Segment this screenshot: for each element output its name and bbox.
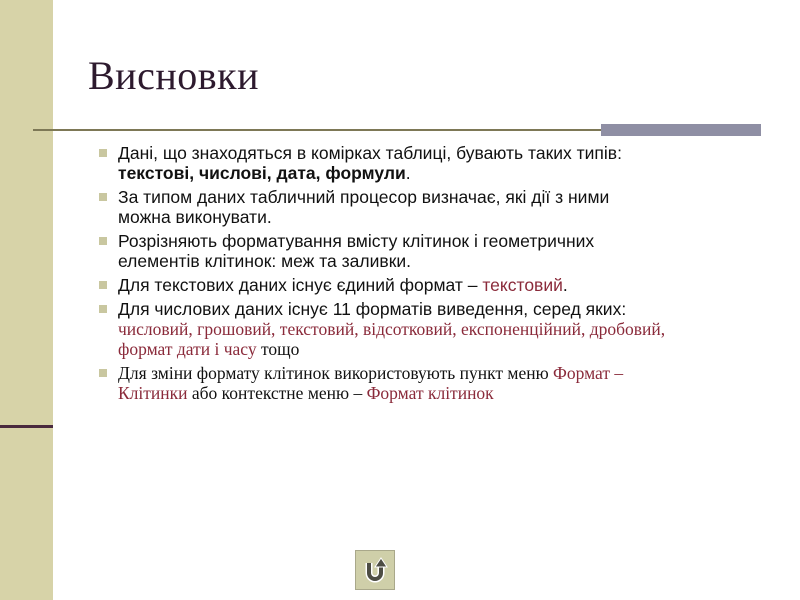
bullet-item-data-types xyxy=(96,143,666,183)
bullet-accent-text: Формат клітинок xyxy=(366,383,494,403)
bullet-accent-text: Формат – Клітинки xyxy=(118,363,624,403)
return-arrow-icon xyxy=(360,555,390,585)
bullet-text: За типом даних табличний процесор визначає, які дії з ними можна виконувати. xyxy=(118,187,610,227)
square-bullet-icon xyxy=(99,193,107,201)
square-bullet-icon xyxy=(99,305,107,313)
bullet-text: . xyxy=(562,275,568,295)
slide-title: Висновки xyxy=(88,53,259,98)
square-bullet-icon xyxy=(99,369,107,377)
bullet-item-change-format xyxy=(96,363,666,403)
divider-accent-block xyxy=(601,124,761,136)
return-button[interactable] xyxy=(355,550,395,590)
bullet-item-number-formats xyxy=(96,299,666,359)
bullet-list xyxy=(96,143,666,407)
square-bullet-icon xyxy=(99,237,107,245)
bullet-item-formatting xyxy=(96,231,666,271)
bullet-text: Для текстових даних існує єдиний формат – xyxy=(118,275,483,295)
title-divider xyxy=(33,129,601,131)
bullet-accent-text: числовий, грошовий, текстовий, відсотковий, експоненційний, дробовий, формат дати і часу xyxy=(118,319,666,359)
bullet-text: або контекстне меню – xyxy=(187,383,367,403)
left-decorative-bar xyxy=(0,0,53,600)
bullet-item-actions xyxy=(96,187,666,227)
square-bullet-icon xyxy=(99,149,107,157)
bullet-text: тощо xyxy=(256,339,300,359)
bullet-text: Для числових даних існує 11 форматів виведення, серед яких: xyxy=(118,299,627,319)
left-bar-accent-line xyxy=(0,425,53,428)
bullet-accent-text: текстовий xyxy=(482,275,563,295)
bullet-item-text-format xyxy=(96,275,666,295)
bullet-text: Дані, що знаходяться в комірках таблиці, бувають таких типів: xyxy=(118,143,622,163)
bullet-text: Для зміни формату клітинок використовують пункт меню xyxy=(118,363,554,383)
bullet-text: Розрізняють форматування вмісту клітинок і геометричних елементів клітинок: меж та заливки. xyxy=(118,231,595,271)
bullet-text: . xyxy=(405,163,411,183)
square-bullet-icon xyxy=(99,281,107,289)
bullet-bold-text: текстові, числові, дата, формули xyxy=(118,163,406,183)
